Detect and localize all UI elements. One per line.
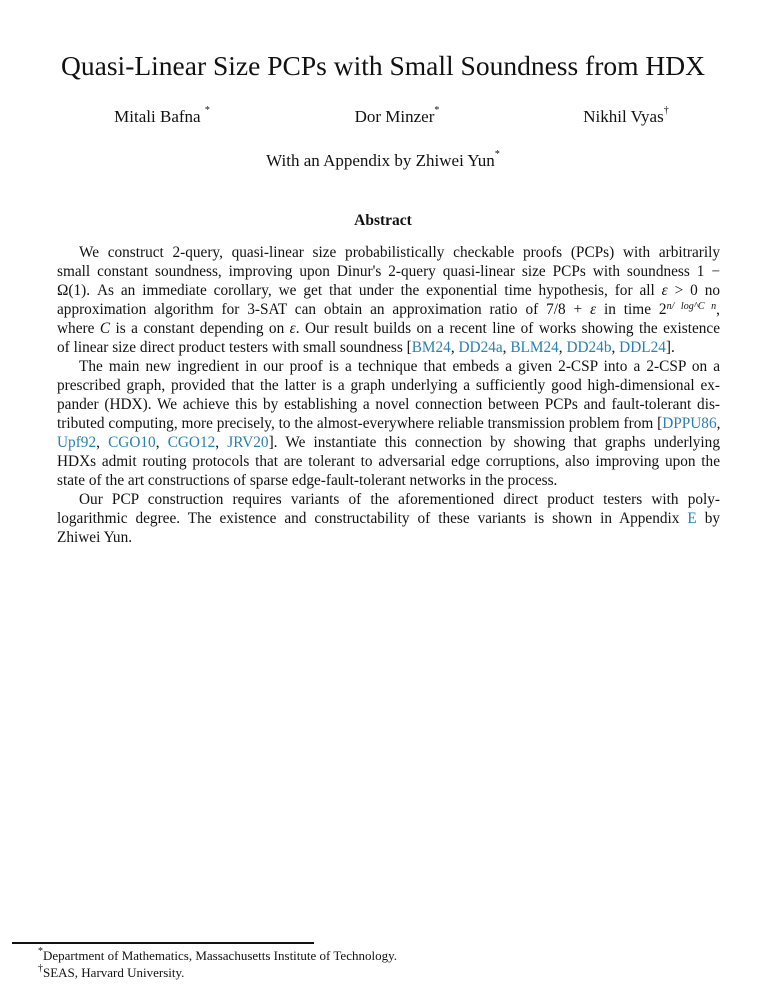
abstract-paragraph	[57, 243, 720, 357]
text-segment: HDXs admit routing protocols that are tolerant to adversarial edge corruptions, also improving upon the	[57, 453, 720, 470]
text-line	[57, 490, 720, 509]
author-name: Dor Minzer	[354, 107, 435, 126]
text-segment: where	[57, 320, 100, 337]
citation-link[interactable]: Upf92	[57, 434, 97, 451]
text-line	[57, 319, 720, 338]
footnote-rule	[12, 942, 314, 944]
text-segment: tributed computing, more precisely, to the almost-everywhere reliable transmission problem from [	[57, 415, 663, 432]
text-segment: logarithmic degree. The existence and constructability of these variants is shown in Appendix	[57, 510, 688, 527]
footnote-mit	[38, 948, 397, 964]
text-line	[57, 300, 720, 319]
abstract-paragraph	[57, 357, 720, 490]
text-line	[57, 452, 720, 471]
text-segment: The main new ingredient in our proof is a technique that embeds a given 2-CSP into a 2-CSP on a	[79, 358, 720, 375]
text-line	[57, 471, 720, 490]
author-mitali-bafna	[114, 107, 210, 127]
affiliation-mark: †	[663, 105, 669, 116]
text-segment: ].	[665, 339, 675, 356]
text-line	[57, 414, 720, 433]
abstract-body	[57, 243, 720, 547]
footnote-text: Department of Mathematics, Massachusetts Institute of Technology.	[43, 948, 397, 963]
author-name: Nikhil Vyas	[583, 107, 664, 126]
author-name: Mitali Bafna	[114, 107, 201, 126]
text-segment: ]. We instantiate this connection by showing that graphs underlying	[268, 434, 720, 451]
text-line	[57, 243, 720, 262]
text-segment: ,	[215, 434, 228, 451]
text-segment: prescribed graph, provided that the latter is a graph underlying a sufficiently good high-dimensional ex-	[57, 377, 720, 394]
citation-link[interactable]: CGO12	[167, 434, 216, 451]
citation-link[interactable]: JRV20	[227, 434, 269, 451]
text-segment: in time 2	[596, 301, 667, 318]
text-line	[57, 376, 720, 395]
text-line	[57, 395, 720, 414]
text-line	[57, 357, 720, 376]
math-symbol: ε	[661, 282, 668, 299]
text-segment: Our PCP construction requires variants of the aforementioned direct product testers with poly-	[79, 491, 720, 508]
text-segment: ,	[716, 415, 721, 432]
text-segment: > 0 no	[667, 282, 720, 299]
text-segment: ,	[716, 301, 720, 318]
text-segment: . Our result builds on a recent line of works showing the existence	[295, 320, 720, 337]
text-segment: Zhiwei Yun.	[57, 529, 133, 546]
author-nikhil-vyas	[583, 107, 668, 127]
footnote-mark: †	[38, 963, 43, 974]
citation-link[interactable]: DD24a	[458, 339, 503, 356]
citation-link[interactable]: E	[687, 510, 697, 527]
appendix-text: With an Appendix by Zhiwei Yun	[266, 151, 495, 170]
abstract-paragraph	[57, 490, 720, 547]
paper-title: Quasi-Linear Size PCPs with Small Soundness from HDX	[61, 50, 705, 81]
math-symbol: C	[99, 320, 111, 337]
text-line	[57, 528, 720, 547]
text-segment: ,	[155, 434, 168, 451]
text-segment: by	[696, 510, 720, 527]
text-segment: Ω(1). As an immediate corollary, we get that under the exponential time hypothesis, for all	[57, 282, 662, 299]
footnote-text: SEAS, Harvard University.	[43, 965, 185, 980]
citation-link[interactable]: DD24b	[566, 339, 612, 356]
affiliation-mark: *	[204, 105, 210, 116]
text-segment: ,	[502, 339, 511, 356]
math-symbol: ε	[590, 301, 597, 318]
text-line	[57, 338, 720, 357]
affiliation-mark: *	[494, 149, 500, 160]
text-line	[57, 262, 720, 281]
footnote-harvard	[38, 965, 184, 981]
text-segment: state of the art constructions of sparse edge-fault-tolerant networks in the process.	[57, 472, 558, 489]
citation-link[interactable]: BLM24	[510, 339, 559, 356]
abstract-heading: Abstract	[354, 212, 412, 229]
math-exponent: n/ log^C n	[666, 301, 717, 312]
citation-link[interactable]: DPPU86	[662, 415, 717, 432]
text-segment: We construct 2-query, quasi-linear size probabilistically checkable proofs (PCPs) with arbitrarily	[79, 244, 720, 261]
text-segment: of linear size direct product testers with small soundness [	[57, 339, 412, 356]
author-dor-minzer	[355, 107, 440, 127]
text-line	[57, 509, 720, 528]
appendix-credit	[0, 151, 766, 171]
math-symbol: ε	[289, 320, 296, 337]
text-segment: is a constant depending on	[110, 320, 290, 337]
text-segment: ,	[450, 339, 459, 356]
text-line	[57, 433, 720, 452]
citation-link[interactable]: BM24	[411, 339, 451, 356]
affiliation-mark: *	[434, 105, 440, 116]
text-segment: pander (HDX). We achieve this by establishing a novel connection between PCPs and fault-tolerant dis-	[57, 396, 720, 413]
citation-link[interactable]: DDL24	[619, 339, 666, 356]
text-segment: ,	[96, 434, 109, 451]
text-segment: ,	[611, 339, 620, 356]
footnote-mark: *	[38, 946, 43, 957]
text-segment: approximation algorithm for 3-SAT can obtain an approximation ratio of 7/8 +	[57, 301, 591, 318]
text-segment: small constant soundness, improving upon Dinur's 2-query quasi-linear size PCPs with soundness 1 −	[57, 263, 720, 280]
text-line	[57, 281, 720, 300]
text-segment: ,	[558, 339, 567, 356]
citation-link[interactable]: CGO10	[108, 434, 156, 451]
